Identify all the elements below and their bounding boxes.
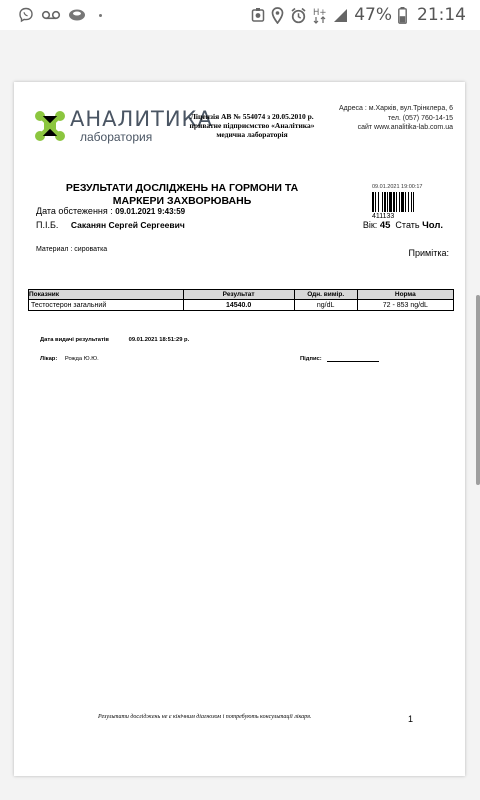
signature <box>300 356 379 362</box>
doctor-value: Рожда Ю.Ю. <box>64 356 99 362</box>
barcode <box>372 192 432 212</box>
issue-date <box>40 337 189 343</box>
signature-label: Підпис: <box>300 356 322 362</box>
scroll-handle[interactable] <box>476 295 480 485</box>
cell-indicator: Тестостерон загальний <box>29 300 184 311</box>
lab-phone: тел. (057) 760-14-15 <box>388 114 453 122</box>
patient-name <box>36 220 185 230</box>
doctor-label: Лікар: <box>40 356 58 362</box>
age-label: Вік: <box>362 220 378 230</box>
patient-name-label: П.І.Б. <box>36 220 59 230</box>
page-number: 1 <box>408 714 414 724</box>
table-row <box>29 300 454 311</box>
voicemail-icon <box>41 8 61 22</box>
col-header-unit: Одн. вимір. <box>294 290 357 300</box>
cell-signal-icon <box>333 8 348 23</box>
alarm-icon <box>290 7 307 24</box>
logo-subtitle: лаборатория <box>80 130 153 144</box>
data-signal-icon <box>313 6 327 24</box>
issue-date-label: Дата видачі результатів <box>40 337 109 343</box>
material: Материал : сироватка <box>36 246 108 253</box>
status-bar <box>0 0 480 30</box>
battery-percent: 47% <box>354 5 392 25</box>
clock: 21:14 <box>417 5 466 25</box>
license-line: приватне підприємство «Аналітика» <box>189 121 315 130</box>
license-info <box>182 112 322 139</box>
exam-date-label: Дата обстеження : <box>36 206 113 216</box>
screenshot-icon <box>251 7 265 23</box>
viber-icon <box>18 7 34 23</box>
dot-icon <box>99 14 102 17</box>
col-header-result: Результат <box>183 290 294 300</box>
col-header-norm: Норма <box>357 290 453 300</box>
barcode-bar <box>414 192 417 212</box>
note-label: Примітка: <box>408 248 449 258</box>
license-line: медична лабораторія <box>216 130 288 139</box>
document-viewer[interactable] <box>0 30 480 800</box>
lab-site: сайт www.analitika-lab.com.ua <box>357 124 453 131</box>
location-icon <box>271 7 284 24</box>
table-header-row <box>29 290 454 300</box>
cell-unit: ng/dL <box>294 300 357 311</box>
signature-line <box>327 361 379 362</box>
sex-label: Стать <box>395 220 420 230</box>
results-table <box>28 289 454 311</box>
document-page <box>14 82 465 776</box>
barcode-timestamp: 09.01.2021 19:00:17 <box>372 184 423 190</box>
license-line: Ліцензія АВ № 554074 з 20.05.2010 р. <box>190 112 314 121</box>
exam-date <box>36 206 185 216</box>
report-title: РЕЗУЛЬТАТИ ДОСЛІДЖЕНЬ НА ГОРМОНИ ТА МАРКЕРИ ЗАХВОРЮВАНЬ <box>65 182 299 207</box>
logo-brand: АНАЛИТИКА <box>70 107 213 131</box>
exam-date-value: 09.01.2021 9:43:59 <box>115 207 186 216</box>
lab-address: Адреса : м.Харків, вул.Трінклера, 6 <box>338 105 453 112</box>
battery-icon <box>398 7 407 24</box>
patient-name-value: Саканян Сергей Сергеевич <box>70 220 185 230</box>
cell-norm: 72 - 853 ng/dL <box>357 300 453 311</box>
sex-value: Чол. <box>422 220 443 231</box>
age-sex <box>363 220 443 231</box>
issue-date-value: 09.01.2021 18:51:29 р. <box>128 337 190 343</box>
barcode-number: 411133 <box>372 213 395 220</box>
barcode-block <box>372 184 432 220</box>
footer-disclaimer: Результати досліджень не є кінічним діагнозом і потребують консультації лікаря. <box>98 714 312 720</box>
age-value: 45 <box>379 220 391 231</box>
doctor <box>40 356 99 362</box>
lab-contacts <box>333 104 453 133</box>
cell-result: 14540.0 <box>183 300 294 311</box>
logo-mark-icon <box>34 110 66 142</box>
svg-text:H+: H+ <box>313 8 327 18</box>
col-header-indicator: Показник <box>29 290 184 300</box>
app-icon <box>68 8 86 22</box>
